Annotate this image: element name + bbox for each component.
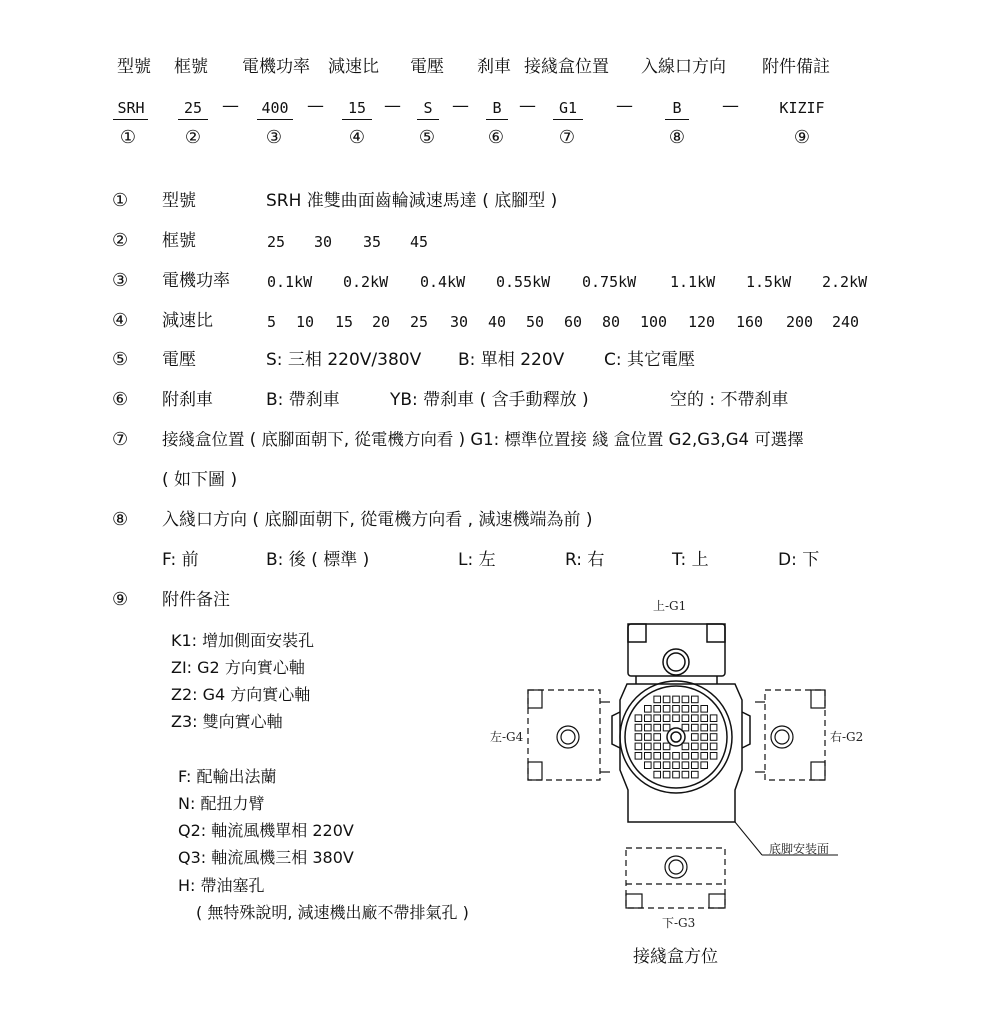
label-left-g4: 左-G4 xyxy=(490,730,524,744)
code-dash: — xyxy=(452,96,469,116)
fan-grid-cell xyxy=(692,762,699,769)
inlet-option: B: 後 ( 標準 ) xyxy=(266,550,370,570)
fan-grid-cell xyxy=(710,743,717,750)
row-number: ③ xyxy=(112,270,129,291)
fan-grid-cell xyxy=(692,706,699,713)
fan-grid-cell xyxy=(701,724,708,731)
fan-grid-cell xyxy=(701,753,708,760)
header-model: 型號 xyxy=(117,57,151,77)
code-underline xyxy=(257,119,293,120)
fan-grid-cell xyxy=(635,753,642,760)
header-voltage: 電壓 xyxy=(410,57,444,77)
code-dash: — xyxy=(722,96,739,116)
code-dash: — xyxy=(384,96,401,116)
fan-grid-cell xyxy=(673,753,680,760)
fan-grid-cell xyxy=(692,753,699,760)
fan-grid-cell xyxy=(645,724,652,731)
label-bottom-g3: 下-G3 xyxy=(662,916,696,930)
code-index: ⑧ xyxy=(668,127,686,148)
row-value: SRH 准雙曲面齒輪減速馬達 ( 底腳型 ) xyxy=(266,191,558,211)
code-index: ③ xyxy=(265,127,283,148)
fan-grid-cell xyxy=(645,715,652,722)
code-ratio: 15 xyxy=(347,99,367,117)
fan-grid-cell xyxy=(663,696,670,703)
inlet-option: D: 下 xyxy=(778,550,820,570)
code-dash: — xyxy=(307,96,324,116)
fan-grid-cell xyxy=(692,715,699,722)
fan-grid-cell xyxy=(710,753,717,760)
ratio-value: 30 xyxy=(450,313,469,331)
fan-grid-cell xyxy=(692,734,699,741)
code-underline xyxy=(486,119,508,120)
label-right-g2: 右-G2 xyxy=(830,730,864,744)
code-underline xyxy=(113,119,148,120)
fan-grid-cell xyxy=(654,715,661,722)
label-foot-face: 底脚安装面 xyxy=(769,842,830,856)
figure-caption: 接綫盒方位 xyxy=(633,947,718,967)
power-value: 0.55kW xyxy=(496,273,551,291)
row-number: ④ xyxy=(112,310,129,331)
ratio-value: 5 xyxy=(267,313,277,331)
fan-grid-cell xyxy=(645,762,652,769)
header-power: 電機功率 xyxy=(242,57,310,77)
row-text: 接綫盒位置 ( 底腳面朝下, 從電機方向看 ) G1: 標準位置接 綫 盒位置 G2,G3,G4 可選擇 xyxy=(162,430,804,449)
ratio-value: 50 xyxy=(526,313,545,331)
code-accessory: KIZIF xyxy=(779,99,825,117)
fan-grid-cell xyxy=(701,762,708,769)
fan-grid-cell xyxy=(673,762,680,769)
code-frame: 25 xyxy=(183,99,203,117)
row-number: ② xyxy=(112,230,129,251)
accessory-item: Q2: 軸流風機單相 220V xyxy=(178,821,354,840)
code-dash: — xyxy=(222,96,239,116)
fan-grid-cell xyxy=(635,715,642,722)
fan-grid-cell xyxy=(663,771,670,778)
fan-grid-cell xyxy=(692,743,699,750)
fan-grid-cell xyxy=(654,734,661,741)
fan-grid-cell xyxy=(692,724,699,731)
frame-value: 30 xyxy=(314,233,333,251)
ratio-value: 240 xyxy=(832,313,860,331)
code-index: ⑨ xyxy=(793,127,811,148)
fan-grid-cell xyxy=(645,734,652,741)
code-index: ① xyxy=(119,127,137,148)
fan-grid-cell xyxy=(654,696,661,703)
fan-grid-cell xyxy=(654,753,661,760)
accessory-item: Z2: G4 方向實心軸 xyxy=(171,685,311,704)
ratio-value: 160 xyxy=(736,313,764,331)
fan-grid-cell xyxy=(635,734,642,741)
ratio-value: 200 xyxy=(786,313,814,331)
code-index: ⑤ xyxy=(418,127,436,148)
fan-grid-cell xyxy=(635,743,642,750)
power-value: 2.2kW xyxy=(822,273,868,291)
row-label: 附刹車 xyxy=(162,390,213,410)
fan-grid-cell xyxy=(663,724,670,731)
fan-grid-cell xyxy=(673,706,680,713)
inlet-option: R: 右 xyxy=(565,550,605,570)
ratio-value: 120 xyxy=(688,313,716,331)
accessory-item: H: 帶油塞孔 xyxy=(178,876,265,895)
fan-grid-cell xyxy=(663,715,670,722)
ratio-value: 25 xyxy=(410,313,429,331)
ratio-value: 60 xyxy=(564,313,583,331)
fan-grid-cell xyxy=(663,743,670,750)
ratio-value: 10 xyxy=(296,313,315,331)
fan-grid-cell xyxy=(682,743,689,750)
frame-value: 45 xyxy=(410,233,429,251)
fan-grid-cell xyxy=(682,715,689,722)
fan-grid-cell xyxy=(645,706,652,713)
accessory-item: Q3: 軸流風機三相 380V xyxy=(178,848,354,867)
ratio-value: 20 xyxy=(372,313,391,331)
row-label: 附件备注 xyxy=(162,590,230,610)
frame-value: 25 xyxy=(267,233,286,251)
fan-grid-cell xyxy=(645,753,652,760)
fan-grid-cell xyxy=(682,706,689,713)
fan-grid-cell xyxy=(673,771,680,778)
ratio-value: 100 xyxy=(640,313,668,331)
fan-grid-cell xyxy=(701,706,708,713)
row-label: 型號 xyxy=(162,191,196,211)
row-text-continued: ( 如下圖 ) xyxy=(162,470,238,490)
power-value: 0.1kW xyxy=(267,273,313,291)
code-brake: B xyxy=(492,99,502,117)
code-underline xyxy=(553,119,583,120)
inlet-option: T: 上 xyxy=(672,550,709,570)
code-voltage: S xyxy=(423,99,433,117)
row-number: ⑨ xyxy=(112,589,129,610)
row-label: 減速比 xyxy=(162,311,213,331)
fan-grid-cell xyxy=(692,771,699,778)
header-ratio: 減速比 xyxy=(328,57,379,77)
fan-grid-cell xyxy=(710,715,717,722)
accessory-item: F: 配輸出法蘭 xyxy=(178,767,277,786)
fan-grid-cell xyxy=(654,724,661,731)
fan-grid-cell xyxy=(682,696,689,703)
power-value: 0.4kW xyxy=(420,273,466,291)
row-number: ① xyxy=(112,190,129,211)
accessory-item: Z3: 雙向實心軸 xyxy=(171,712,283,731)
ratio-value: 80 xyxy=(602,313,621,331)
code-model: SRH xyxy=(117,99,145,117)
label-top-g1: 上-G1 xyxy=(653,599,687,613)
fan-grid-cell xyxy=(682,753,689,760)
ratio-value: 15 xyxy=(335,313,354,331)
accessory-item: ZI: G2 方向實心軸 xyxy=(171,658,305,677)
row-label: 電壓 xyxy=(162,350,196,370)
fan-grid-cell xyxy=(673,696,680,703)
row-label: 電機功率 xyxy=(162,271,230,291)
code-dash: — xyxy=(616,96,633,116)
fan-grid-cell xyxy=(682,771,689,778)
fan-grid-cell xyxy=(645,743,652,750)
code-index: ② xyxy=(184,127,202,148)
fan-grid-cell xyxy=(701,715,708,722)
accessory-item: ( 無特殊說明, 減速機出廠不帶排氣孔 ) xyxy=(196,903,469,922)
fan-grid-cell xyxy=(701,734,708,741)
fan-grid-cell xyxy=(663,762,670,769)
fan-grid-cell xyxy=(692,696,699,703)
voltage-option: B: 單相 220V xyxy=(458,350,565,370)
code-box-position: G1 xyxy=(558,99,578,117)
fan-grid-cell xyxy=(682,724,689,731)
fan-grid-cell xyxy=(673,715,680,722)
code-underline xyxy=(417,119,439,120)
fan-grid-cell xyxy=(635,724,642,731)
frame-value: 35 xyxy=(363,233,382,251)
row-label: 框號 xyxy=(162,231,196,251)
fan-grid-cell xyxy=(654,743,661,750)
code-inlet: B xyxy=(672,99,682,117)
code-index: ⑥ xyxy=(487,127,505,148)
fan-grid-cell xyxy=(710,734,717,741)
voltage-option: C: 其它電壓 xyxy=(604,350,696,370)
code-underline xyxy=(178,119,208,120)
header-brake: 刹車 xyxy=(477,57,511,77)
header-accessory: 附件備註 xyxy=(762,57,830,77)
power-value: 1.1kW xyxy=(670,273,716,291)
fan-grid-cell xyxy=(682,762,689,769)
code-index: ④ xyxy=(348,127,366,148)
accessory-item: K1: 增加側面安裝孔 xyxy=(171,631,315,650)
header-frame: 框號 xyxy=(174,57,208,77)
row-number: ⑦ xyxy=(112,429,129,450)
ratio-value: 40 xyxy=(488,313,507,331)
voltage-option: S: 三相 220V/380V xyxy=(266,350,422,370)
code-power: 400 xyxy=(261,99,289,117)
power-value: 1.5kW xyxy=(746,273,792,291)
accessory-item: N: 配扭力臂 xyxy=(178,794,265,813)
row-text: 入綫口方向 ( 底腳面朝下, 從電機方向看 , 減速機端為前 ) xyxy=(162,510,593,530)
fan-grid-cell xyxy=(654,706,661,713)
inlet-option: F: 前 xyxy=(162,550,199,570)
fan-grid-cell xyxy=(710,724,717,731)
brake-option: YB: 帶刹車 ( 含手動釋放 ) xyxy=(390,390,589,410)
row-number: ⑤ xyxy=(112,349,129,370)
fan-grid-cell xyxy=(663,706,670,713)
inlet-option: L: 左 xyxy=(458,550,496,570)
brake-option: B: 帶刹車 xyxy=(266,390,340,410)
fan-grid-cell xyxy=(654,771,661,778)
row-number: ⑥ xyxy=(112,389,129,410)
row-number: ⑧ xyxy=(112,509,129,530)
power-value: 0.75kW xyxy=(582,273,637,291)
fan-grid-cell xyxy=(663,753,670,760)
code-underline xyxy=(665,119,689,120)
code-index: ⑦ xyxy=(558,127,576,148)
header-box-position: 接綫盒位置 xyxy=(524,57,609,77)
power-value: 0.2kW xyxy=(343,273,389,291)
brake-option: 空的 : 不帶刹車 xyxy=(670,390,789,410)
fan-grid-cell xyxy=(701,743,708,750)
fan-grid-cell xyxy=(654,762,661,769)
code-underline xyxy=(342,119,372,120)
header-inlet-direction: 入線口方向 xyxy=(641,57,726,77)
code-dash: — xyxy=(519,96,536,116)
